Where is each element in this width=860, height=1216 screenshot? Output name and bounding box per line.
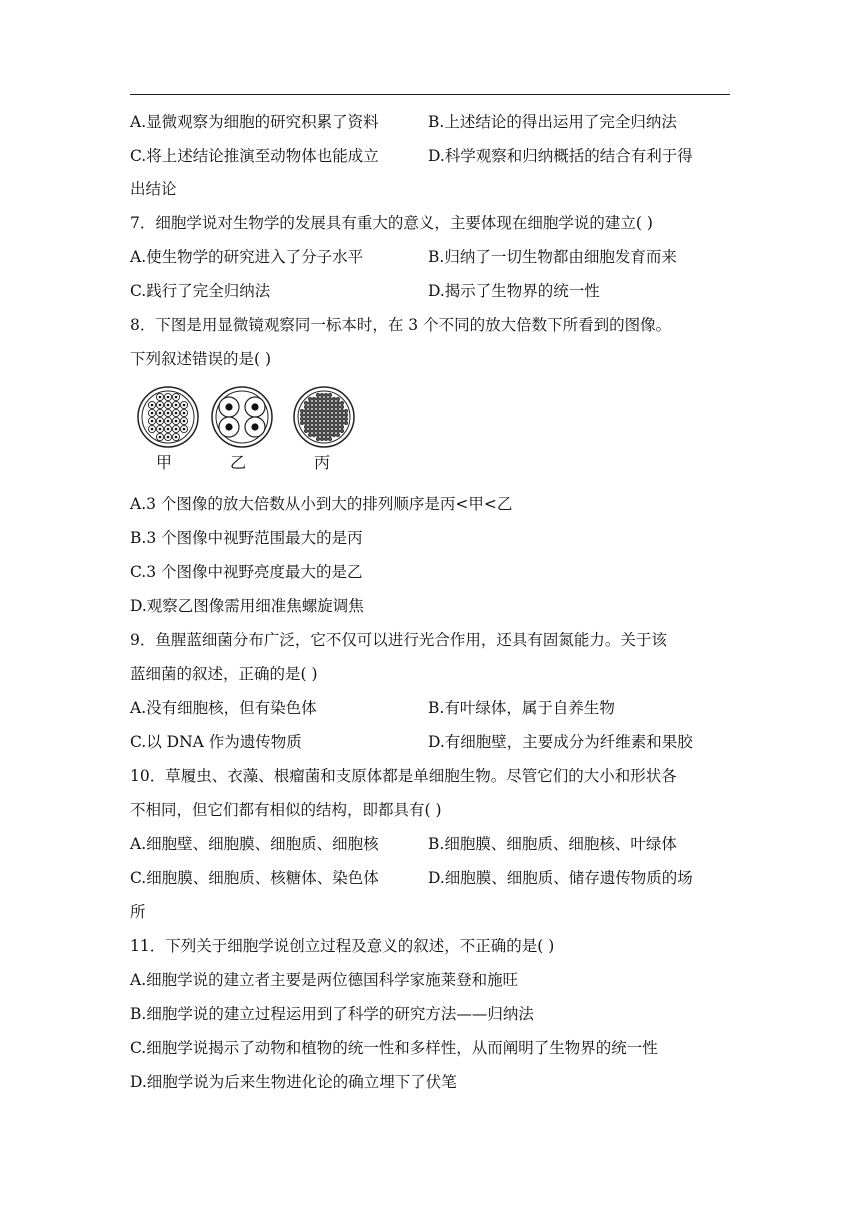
figure-label-bing: 丙 — [314, 453, 331, 472]
q6-option-a[interactable]: A.显微观察为细胞的研究积累了资料 — [130, 113, 379, 131]
q10-stem-line-2: 不相同，但它们都有相似的结构，即都具有( ) — [130, 801, 442, 819]
view-jia-circle — [138, 387, 198, 447]
q9-option-b[interactable]: B.有叶绿体，属于自养生物 — [428, 699, 615, 717]
q10-option-a[interactable]: A.细胞壁、细胞膜、细胞质、细胞核 — [130, 835, 379, 853]
q10-option-d-continued: 所 — [130, 903, 146, 921]
q7-option-a[interactable]: A.使生物学的研究进入了分子水平 — [130, 248, 364, 266]
q9-option-c[interactable]: C.以 DNA 作为遗传物质 — [130, 733, 302, 751]
q6-option-d-continued: 出结论 — [130, 180, 177, 198]
q11-option-c[interactable]: C.细胞学说揭示了动物和植物的统一性和多样性，从而阐明了生物界的统一性 — [130, 1039, 658, 1057]
q9-option-d[interactable]: D.有细胞壁，主要成分为纤维素和果胶 — [428, 733, 693, 751]
q8-stem-line-2: 下列叙述错误的是( ) — [130, 350, 272, 368]
q8-figure — [134, 385, 364, 475]
q11-option-d[interactable]: D.细胞学说为后来生物进化论的确立埋下了伏笔 — [130, 1073, 457, 1091]
q10-option-c[interactable]: C.细胞膜、细胞质、核糖体、染色体 — [130, 869, 379, 887]
header-rule — [130, 94, 730, 95]
q8-option-a[interactable]: A.3 个图像的放大倍数从小到大的排列顺序是丙<甲<乙 — [130, 495, 513, 513]
q9-stem-line-2: 蓝细菌的叙述，正确的是( ) — [130, 665, 318, 683]
q11-option-a[interactable]: A.细胞学说的建立者主要是两位德国科学家施莱登和施旺 — [130, 971, 519, 989]
view-bing-circle — [294, 387, 354, 447]
q8-option-d[interactable]: D.观察乙图像需用细准焦螺旋调焦 — [130, 597, 364, 615]
q7-option-d[interactable]: D.揭示了生物界的统一性 — [428, 282, 600, 300]
q9-stem-line-1: 9．鱼腥蓝细菌分布广泛，它不仅可以进行光合作用，还具有固氮能力。关于该 — [130, 631, 667, 649]
view-yi-circle — [212, 387, 272, 447]
q11-option-b[interactable]: B.细胞学说的建立过程运用到了科学的研究方法——归纳法 — [130, 1005, 534, 1023]
q8-stem-line-1: 8．下图是用显微镜观察同一标本时，在 3 个不同的放大倍数下所看到的图像。 — [130, 316, 672, 334]
q7-option-b[interactable]: B.归纳了一切生物都由细胞发育而来 — [428, 248, 677, 266]
q11-stem: 11．下列关于细胞学说创立过程及意义的叙述，不正确的是( ) — [130, 937, 555, 955]
q8-option-c[interactable]: C.3 个图像中视野亮度最大的是乙 — [130, 563, 363, 581]
q10-option-d[interactable]: D.细胞膜、细胞质、储存遗传物质的场 — [428, 869, 693, 887]
q7-option-c[interactable]: C.践行了完全归纳法 — [130, 282, 271, 300]
figure-label-jia: 甲 — [156, 453, 173, 472]
q10-option-b[interactable]: B.细胞膜、细胞质、细胞核、叶绿体 — [428, 835, 677, 853]
q7-stem: 7．细胞学说对生物学的发展具有重大的意义，主要体现在细胞学说的建立( ) — [130, 214, 653, 232]
q6-option-c[interactable]: C.将上述结论推演至动物体也能成立 — [130, 147, 379, 165]
figure-label-yi: 乙 — [230, 453, 247, 472]
q10-stem-line-1: 10．草履虫、衣藻、根瘤菌和支原体都是单细胞生物。尽管它们的大小和形状各 — [130, 767, 677, 785]
q6-option-b[interactable]: B.上述结论的得出运用了完全归纳法 — [428, 113, 677, 131]
microscope-views-illustration — [134, 385, 364, 449]
q9-option-a[interactable]: A.没有细胞核，但有染色体 — [130, 699, 317, 717]
q6-option-d[interactable]: D.科学观察和归纳概括的结合有利于得 — [428, 147, 693, 165]
q8-option-b[interactable]: B.3 个图像中视野范围最大的是丙 — [130, 529, 363, 547]
